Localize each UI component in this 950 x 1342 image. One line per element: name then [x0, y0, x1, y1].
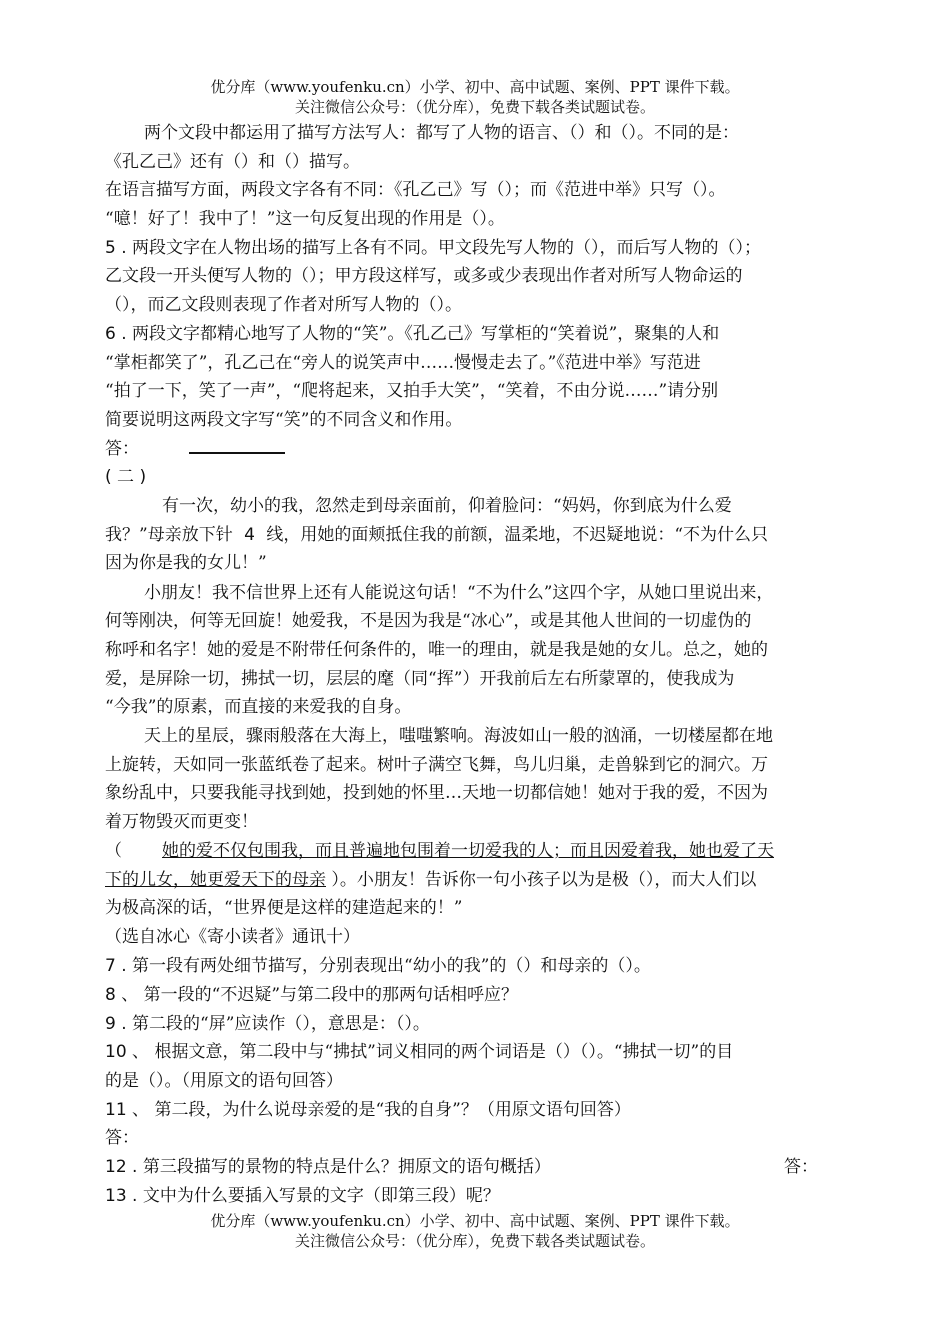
question-9 — [105, 1013, 430, 1035]
p2-para1-line-2a: 我？”母亲放下针 — [105, 525, 233, 545]
question-12 — [105, 1156, 551, 1178]
p2-para1-line-2b: 4 — [244, 525, 255, 545]
question-10 — [105, 1041, 733, 1063]
q8-text: 第一段的“不迟疑”与第二段中的那两句话相呼应？ — [143, 985, 519, 1005]
footer-line-2: 关注微信公众号：（优分库），免费下载各类试题试卷。 — [294, 1232, 655, 1250]
p2-para2-line-1: 小朋友！我不信世界上还有人能说这句话！“不为什么”这四个字，从她口里说出来， — [144, 583, 774, 603]
q9-text: 第二段的“屏”应读作（），意思是：（）。 — [132, 1014, 430, 1034]
q10-line-1: 根据文意，第二段中与“拂拭”词义相同的两个词语是（）（）。“拂拭一切”的目 — [154, 1042, 734, 1062]
p2-para2-line-3: 称呼和名字！她的爱是不附带任何条件的，唯一的理由，就是我是她的女儿。总之，她的 — [105, 640, 768, 660]
p2-para3-line-3: 象纷乱中，只要我能寻找到她，投到她的怀里…天地一切都信她！她对于我的爱，不因为 — [105, 783, 768, 803]
p2-para4-open: （ — [105, 841, 122, 861]
p2-para1-line-3: 因为你是我的女儿！” — [105, 553, 267, 573]
q5-line-2: 乙文段一开头便写人物的（）；甲方段这样写，或多或少表现出作者对所写人物命运的 — [105, 266, 743, 286]
question-7 — [105, 955, 651, 977]
q6-line-4: 简要说明这两段文字写“笑”的不同含义和作用。 — [105, 410, 463, 430]
question-11 — [105, 1099, 631, 1121]
p1-line-3: 在语言描写方面，两段文字各有不同：《孔乙己》写（）；而《范进中举》只写（）。 — [105, 180, 726, 200]
header-line-1: 优分库（www.youfenku.cn）小学、初中、高中试题、案例、PPT 课件下载。 — [210, 78, 740, 96]
p2-para4-underlined-2: 下的儿女，她更爱天下的母亲 — [105, 870, 326, 890]
source-citation: （选自冰心《寄小读者》通讯十） — [105, 927, 360, 947]
q6-line-1: 两段文字都精心地写了人物的“笑”。《孔乙己》写掌柜的“笑着说”，聚集的人和 — [132, 324, 720, 344]
q9-number: 9 . — [105, 1014, 127, 1034]
q12-number: 12 . — [105, 1157, 138, 1177]
q7-number: 7 . — [105, 956, 127, 976]
q13-text: 文中为什么要插入写景的文字（即第三段）呢？ — [142, 1186, 500, 1206]
question-8 — [105, 984, 518, 1006]
p2-para4-line-2-rest: ）。小朋友！告诉你一句小孩子以为是极（），而大人们以 — [331, 870, 757, 890]
p2-para2-line-5: “今我”的原素，而直接的来爱我的自身。 — [105, 697, 412, 717]
answer-blank[interactable] — [189, 438, 285, 454]
q10-line-2: 的是（）。（用原文的语句回答） — [105, 1071, 343, 1091]
p2-para3-line-1: 天上的星辰，骤雨般落在大海上，嗤嗤繁响。海波如山一般的汹涌，一切楼屋都在地 — [144, 726, 773, 746]
footer-line-1: 优分库（www.youfenku.cn）小学、初中、高中试题、案例、PPT 课件下载。 — [210, 1212, 740, 1230]
q5-number: 5 . — [105, 238, 127, 258]
header-line-2: 关注微信公众号：（优分库），免费下载各类试题试卷。 — [294, 98, 655, 116]
answer-label: 答： — [105, 439, 139, 459]
p1-line-1: 两个文段中都运用了描写方法写人：都写了人物的语言、（）和（）。不同的是： — [144, 123, 739, 143]
q6-number: 6 . — [105, 324, 127, 344]
question-5 — [105, 237, 761, 259]
q12-answer: 答： — [784, 1157, 818, 1177]
q12-text: 第三段描写的景物的特点是什么？拥原文的语句概括） — [142, 1157, 551, 1177]
p2-para1-line-2 — [105, 524, 768, 546]
q10-number: 10 、 — [105, 1042, 150, 1062]
p1-line-2: 《孔乙己》还有（）和（）描写。 — [105, 152, 360, 172]
p2-para3-line-2: 上旋转，天如同一张蓝纸卷了起来。树叶子满空飞舞，鸟儿归巢，走兽躲到它的洞穴。万 — [105, 755, 768, 775]
q11-number: 11 、 — [105, 1100, 150, 1120]
q11-text: 第二段，为什么说母亲爱的是“我的自身”？（用原文语句回答） — [154, 1100, 631, 1120]
question-6 — [105, 323, 719, 345]
p1-line-4: “噫！好了！我中了！”这一句反复出现的作用是（）。 — [105, 209, 505, 229]
p2-para1-line-1: 有一次，幼小的我，忽然走到母亲面前，仰着脸问：“妈妈，你到底为什么爱 — [162, 496, 732, 516]
q11-answer: 答： — [105, 1128, 139, 1148]
q6-line-3: “拍了一下，笑了一声”，“爬将起来，又拍手大笑”，“笑着，不由分说……”请分别 — [105, 381, 719, 401]
q6-answer — [105, 438, 285, 460]
p2-para3-line-4: 着万物毁灭而更变！ — [105, 812, 258, 832]
q13-number: 13 . — [105, 1186, 138, 1206]
p2-para4-line-3: 为极高深的话，“世界便是这样的建造起来的！” — [105, 898, 463, 918]
q5-line-1: 两段文字在人物出场的描写上各有不同。甲文段先写人物的（），而后写人物的（）； — [132, 238, 762, 258]
section-title: ( 二 ) — [105, 467, 147, 487]
p2-para2-line-4: 爱，是屏除一切，拂拭一切，层层的麾（同“挥”）开我前后左右所蒙罩的，使我成为 — [105, 669, 735, 689]
p2-para4-underlined-1: 她的爱不仅包围我，而且普遍地包围着一切爱我的人；而且因爱着我，她也爱了天 — [162, 841, 774, 861]
question-13 — [105, 1185, 500, 1207]
q5-line-3: （），而乙文段则表现了作者对所写人物的（）。 — [105, 295, 462, 315]
p2-para1-line-2c: 线，用她的面颊抵住我的前额，温柔地，不迟疑地说：“不为什么只 — [266, 525, 769, 545]
q6-line-2: “掌柜都笑了”，孔乙己在“旁人的说笑声中……慢慢走去了。”《范进中举》写范进 — [105, 353, 701, 373]
q8-number: 8 、 — [105, 985, 139, 1005]
p2-para2-line-2: 何等刚决，何等无回旋！她爱我，不是因为我是“冰心”，或是其他人世间的一切虚伪的 — [105, 611, 752, 631]
p2-para4-line-2 — [105, 869, 756, 891]
q7-text: 第一段有两处细节描写，分别表现出“幼小的我”的（）和母亲的（）。 — [132, 956, 651, 976]
